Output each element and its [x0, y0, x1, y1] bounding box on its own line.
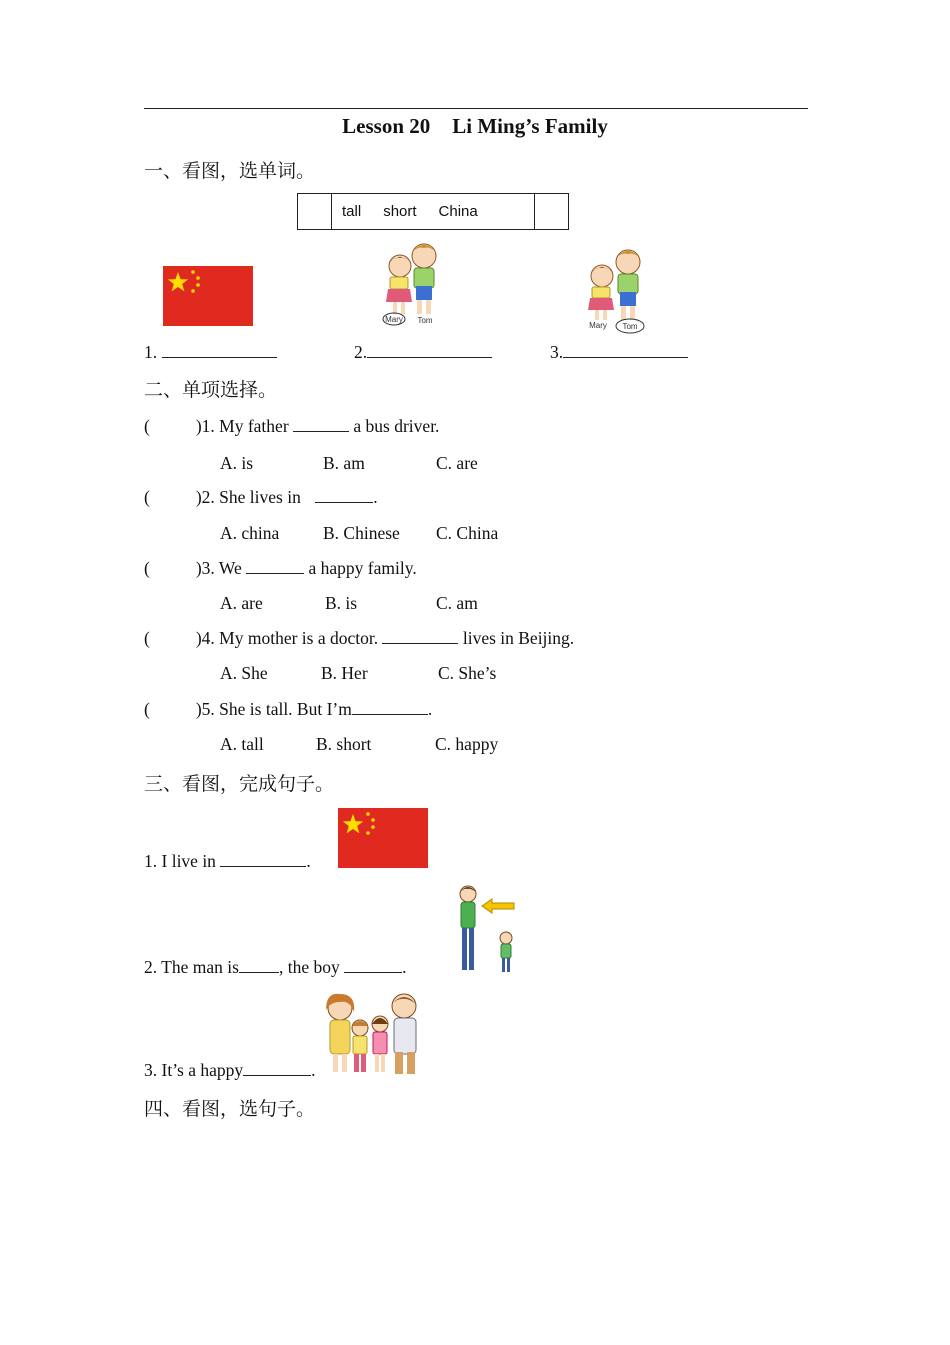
q3-blank[interactable] [246, 559, 304, 574]
question-3: ( )3. We a happy family. [144, 558, 417, 578]
lesson-number: Lesson 20 [342, 114, 431, 138]
q2-blank[interactable] [315, 488, 373, 503]
q3-option-a[interactable]: A. are [220, 593, 263, 613]
q2-option-b[interactable]: B. Chinese [323, 523, 400, 543]
q4-blank[interactable] [382, 629, 458, 644]
q2-option-c[interactable]: C. China [436, 523, 499, 543]
s3-sentence-3: 3. It’s a happy . [144, 1060, 316, 1080]
section3-heading: 三、看图，完成句子。 [144, 773, 335, 795]
s1-answer-blank-1[interactable] [162, 343, 277, 358]
q3-option-c[interactable]: C. am [436, 593, 478, 613]
question-5: ( )5. She is tall. But I’m . [144, 699, 433, 719]
q4-option-c[interactable]: C. She’s [438, 663, 497, 683]
word-china[interactable]: China [438, 203, 478, 220]
question-1: ( )1. My father a bus driver. [144, 416, 440, 436]
s3-sentence-1: 1. I live in . [144, 851, 311, 871]
word-bank [342, 203, 500, 220]
s3-blank-2b[interactable] [344, 958, 402, 973]
section4-heading: 四、看图，选句子。 [144, 1098, 316, 1120]
q2-paren[interactable]: ( [144, 487, 150, 507]
mary-tom-image-2 [582, 248, 652, 336]
q5-option-a[interactable]: A. tall [220, 734, 264, 754]
word-bank-left-cell [298, 194, 332, 229]
q1-paren[interactable]: ( [144, 416, 150, 436]
section1-heading: 一、看图，选单词。 [144, 160, 316, 182]
mary-label-2: Mary [589, 321, 607, 330]
q5-paren[interactable]: ( [144, 699, 150, 719]
page-title [0, 114, 950, 139]
q1-blank[interactable] [293, 417, 349, 432]
word-bank-box [297, 193, 569, 230]
happy-family-image [322, 992, 428, 1078]
lesson-name: Li Ming’s Family [452, 114, 608, 138]
china-flag-image [163, 266, 253, 326]
china-flag-image-2 [338, 808, 428, 868]
q5-option-c[interactable]: C. happy [435, 734, 499, 754]
q1-option-c[interactable]: C. are [436, 453, 478, 473]
q4-option-b[interactable]: B. Her [321, 663, 368, 683]
s1-item-2: 2. [354, 342, 492, 363]
s3-blank-3[interactable] [243, 1061, 311, 1076]
word-bank-right-cell [534, 194, 568, 229]
s1-answer-blank-3[interactable] [563, 343, 688, 358]
s1-item-1: 1. [144, 342, 277, 363]
q3-option-b[interactable]: B. is [325, 593, 358, 613]
tom-label: Tom [417, 316, 433, 325]
tall-man-short-boy-image [452, 884, 518, 976]
q5-blank[interactable] [352, 700, 428, 715]
header-rule [144, 108, 808, 109]
s1-item-3: 3. [550, 342, 688, 363]
word-short[interactable]: short [383, 203, 417, 220]
s1-answer-blank-2[interactable] [367, 343, 492, 358]
question-4: ( )4. My mother is a doctor. lives in Beijing. [144, 628, 575, 648]
s3-blank-2a[interactable] [239, 958, 279, 973]
q1-option-b[interactable]: B. am [323, 453, 365, 473]
tom-label-2: Tom [622, 322, 638, 331]
s3-sentence-2: 2. The man is , the boy . [144, 957, 407, 977]
q4-paren[interactable]: ( [144, 628, 150, 648]
q3-paren[interactable]: ( [144, 558, 150, 578]
s3-blank-1[interactable] [220, 852, 306, 867]
word-tall[interactable]: tall [342, 203, 362, 220]
q4-option-a[interactable]: A. She [220, 663, 268, 683]
q2-option-a[interactable]: A. china [220, 523, 280, 543]
section2-heading: 二、单项选择。 [144, 379, 278, 401]
question-2: ( )2. She lives in . [144, 487, 378, 507]
mary-tom-image-1 [376, 242, 446, 328]
q5-option-b[interactable]: B. short [316, 734, 372, 754]
q1-option-a[interactable]: A. is [220, 453, 254, 473]
mary-label: Mary [385, 315, 403, 324]
